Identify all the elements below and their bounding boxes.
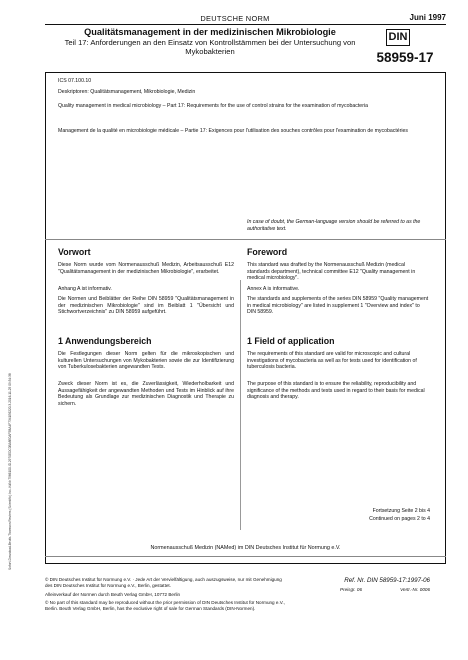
title-block	[45, 27, 375, 56]
committee-line: Normenausschuß Medizin (NAMed) im DIN Deutsches Institut für Normung e.V.	[150, 545, 341, 551]
foreword-p3: The standards and supplements of the series DIN 58959 "Quality management in medical microbiology" are listed in supplement 1 "Overview and index" to DIN 58959.	[247, 296, 429, 316]
doubt-note: In case of doubt, the German-language version should be referred to as the authoritative text.	[247, 219, 421, 232]
header-rule	[45, 24, 446, 25]
copyright-en: © No part of this standard may be reproduced without the prior permission of DIN Deutsches Institut für Normung e.V., Berlin. Beuth Verlag GmbH, Berlin, has the exclusive right of sale for German Standards (DIN-Normen).	[45, 600, 285, 611]
sidebar-download-stamp	[0, 150, 12, 570]
foreword-p1: This standard was drafted by the Normenausschuß Medizin (medical standards department), technical committee E12 "Quality management in medical microbiology".	[247, 262, 416, 282]
document-frame	[45, 72, 446, 564]
vorwort-p3: Die Normen und Beiblätter der Reihe DIN 58959 "Qualitätsmanagement in der medizinischen Mikrobiologie" sind im Beiblatt 1 "Übersicht und Stichwortverzeichnis" zu DIN 58959 aufgeführt.	[58, 296, 234, 316]
title-de: Qualitätsmanagement in der medizinischen Mikrobiologie	[84, 27, 336, 37]
column-divider	[240, 280, 241, 530]
publication-date: Juni 1997	[409, 13, 446, 22]
subtitle-de: Teil 17: Anforderungen an den Einsatz von Kontrollstämmen bei der Untersuchung von Mykobakterien	[64, 38, 356, 56]
vorwort-heading: Vorwort	[58, 247, 91, 257]
descriptors: Deskriptoren: Qualitätsmanagement, Mikrobiologie, Medizin	[58, 89, 196, 95]
foreword-heading: Foreword	[247, 247, 288, 257]
section-rule	[45, 239, 446, 240]
price-group: Preisgr. 06	[340, 587, 363, 592]
anwendungsbereich-p2: Zweck dieser Norm ist es, die Zuverlässigkeit, Wiederholbarkeit und Aussagefähigkeit der angewandten Methoden und Tests im Hinblick auf ihre Bedeutung als Grundlage zur medizinischen Diagnostik und Therapie zu sichern.	[58, 381, 234, 407]
field-of-application-p2: The purpose of this standard is to ensure the reliability, reproducibility and significance of the methods and tests used in regard to their basis for medical diagnosis and therapy.	[247, 381, 425, 401]
din-number: 58959-17	[376, 50, 434, 65]
anwendungsbereich-p1: Die Festlegungen dieser Norm gelten für die mikroskopischen und kulturellen Untersuchungen von Mykobakterien sowie die zur Identifizierung von Tuberkulosebakterien angewandten Tests.	[58, 351, 234, 371]
continued-en: Continued on pages 2 to 4	[369, 516, 430, 522]
reference-number: Ref. Nr. DIN 58959-17:1997-06	[344, 577, 430, 584]
foreword-p2: Annex A is informative.	[247, 286, 300, 292]
footer-rule	[45, 556, 446, 557]
title-en: Quality management in medical microbiology – Part 17: Requirements for the use of control strains for the examination of mycobacteria	[58, 103, 368, 109]
copyright-de: © DIN Deutsches Institut für Normung e.V. · Jede Art der Vervielfältigung, auch auszugsweise, nur mit Genehmigung des DIN Deutsches Institut für Normung e.V., Berlin, gestattet.	[45, 577, 282, 588]
title-fr: Management de la qualité en microbiologie médicale – Partie 17: Exigences pour l'utilisation des souches contrôles pour l'examination de mycobactéries	[58, 128, 409, 134]
ics-code: ICS 07.100.10	[58, 78, 92, 84]
sales-note: Alleinverkauf der Normen durch Beuth Verlag GmbH, 10772 Berlin	[45, 592, 181, 597]
anwendungsbereich-heading: 1 Anwendungsbereich	[58, 336, 152, 346]
vorwort-p1: Diese Norm wurde vom Normenausschuß Medizin, Arbeitsausschuß E12 "Qualitätsmanagement in der medizinischen Mikrobiologie", erarbeitet.	[58, 262, 234, 275]
din-logo: DIN	[386, 29, 410, 46]
sidebar-stamp-text: Sofort-Download-Beuth-Thomson Reuters (Scientific) Inc.-KdNr.7566100-ID.2970EDC0BA8E0AF5BA4F7341E6220.3-2016-11-25 09:34:38	[8, 373, 12, 570]
field-of-application-p1: The requirements of this standard are valid for microscopic and cultural investigations of mycobacteria as well as for tests used for identification of tuberculosis bacteria.	[247, 351, 417, 371]
vorwort-p2: Anhang A ist informativ.	[58, 286, 112, 292]
field-of-application-heading: 1 Field of application	[247, 336, 335, 346]
norm-label: DEUTSCHE NORM	[200, 14, 270, 23]
distribution-number: Vertr.-Nr. 0006	[400, 587, 430, 592]
continued-de: Fortsetzung Seite 2 bis 4	[372, 508, 430, 514]
